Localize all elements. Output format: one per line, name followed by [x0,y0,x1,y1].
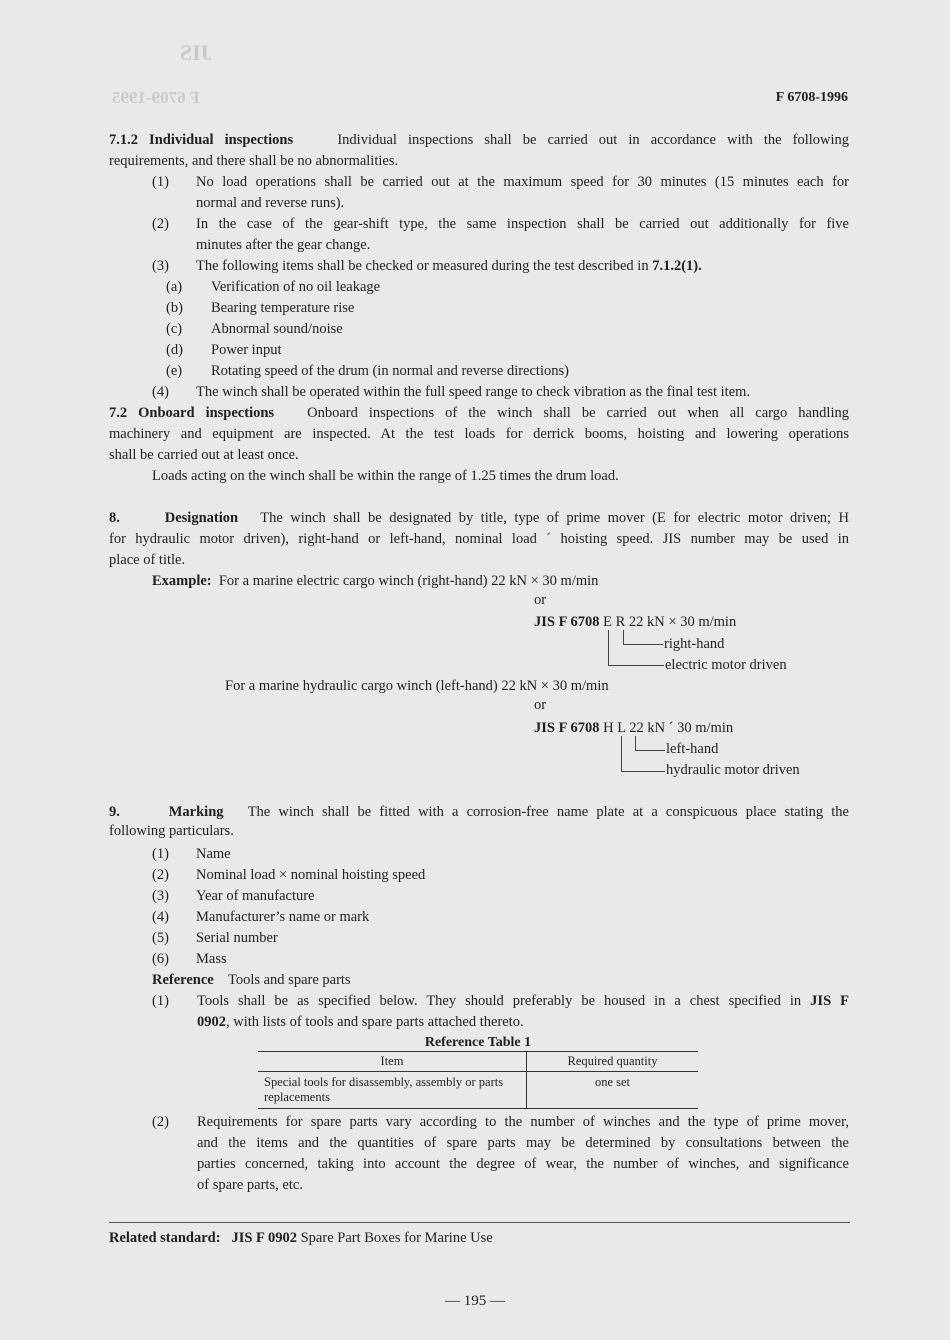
item-1-line1: No load operations shall be carried out at the maximum speed for 30 minutes (15 minutes each for [196,174,849,190]
section-7-2-line3: shall be carried out at least once. [109,447,299,463]
subitem-number: (b) [166,300,183,316]
item-number: (3) [152,258,169,274]
section-9-title: 9. Marking [109,804,224,820]
or-1: or [534,592,547,608]
marking-text: Name [196,846,231,862]
reference-subtitle: Tools and spare parts [227,972,351,988]
cell-item: Special tools for disassembly, assembly or parts replacements [258,1072,527,1109]
example-label: Example: [152,573,212,589]
section-7-1-2-line1 [109,130,849,151]
col-item-header: Item [258,1052,527,1072]
subitem-number: (c) [166,321,183,337]
subitem-number: (a) [166,279,183,295]
section-7-1-2-title: 7.1.2 Individual inspections [109,132,294,148]
marking-number: (5) [152,930,169,946]
marking-number: (2) [152,867,169,883]
code-1-rest: E R 22 kN × 30 m/min [603,614,737,630]
subitem-text: Verification of no oil leakage [211,279,381,295]
reference-1-line1 [197,991,849,1012]
reference-table-title: Reference Table 1 [424,1035,532,1050]
code-2-rest: H L 22 kN ´ 30 m/min [603,720,734,736]
related-standard-title: Spare Part Boxes for Marine Use [300,1230,493,1246]
reference-1-ref: JIS F [810,993,849,1009]
code-1-std: JIS F 6708 [534,614,600,630]
bracket-hydraulic-v [621,736,622,771]
item-1-line2: normal and reverse runs). [196,195,345,211]
marking-number: (4) [152,909,169,925]
bracket-electric-h [608,665,664,666]
section-7-1-2-text: Individual inspections shall be carried out in accordance with the [337,132,782,148]
bracket-hydraulic-h [621,771,665,772]
bleed-through-jis: JIS [180,40,212,65]
item-3-ref: 7.1.2(1). [652,258,702,274]
reference-title: Reference [152,972,214,988]
example-2-text: For a marine hydraulic cargo winch (left-hand) 22 kN × 30 m/min [225,678,609,694]
bracket-left-v [635,736,636,750]
col-qty-header: Required quantity [527,1052,699,1072]
section-8-line2: for hydraulic motor driven), right-hand or left-hand, nominal load ´ hoisting speed. JIS number may be used in [109,531,849,547]
bracket-right-h [623,644,663,645]
item-4-text: The winch shall be operated within the full speed range to check vibration as the final test item. [196,384,751,400]
marking-text: Mass [196,951,227,967]
section-9-line2: following particulars. [109,823,234,839]
reference-item-number: (1) [152,993,169,1009]
related-standard-label: Related standard: [109,1230,221,1246]
page-number: — 195 — [445,1293,505,1309]
reference-item-number: (2) [152,1114,169,1130]
table-row [258,1072,698,1109]
marking-number: (1) [152,846,169,862]
section-7-2-title: 7.2 Onboard inspections [109,405,275,421]
marking-number: (6) [152,951,169,967]
item-number: (2) [152,216,169,232]
subitem-text: Abnormal sound/noise [211,321,343,337]
item-2-line1: In the case of the gear-shift type, the same inspection shall be carried out additionally for five [196,216,849,232]
example-1-text: For a marine electric cargo winch (right-hand) 22 kN × 30 m/min [218,573,599,589]
code-1 [534,612,736,633]
reference-2-line2: and the items and the quantities of spare parts may be determined by consultations between the [197,1135,849,1151]
section-9-text: The winch shall be fitted with a corrosion-free name plate at a conspicuous place stating the [247,804,849,820]
reference-1-ref-cont: 0902 [197,1014,226,1030]
subitem-text: Bearing temperature rise [211,300,355,316]
marking-text: Nominal load × nominal hoisting speed [196,867,426,883]
reference-2-line4: of spare parts, etc. [197,1177,303,1193]
cell-qty: one set [527,1072,699,1109]
bracket-right-v [623,630,624,644]
reference-table [258,1051,698,1109]
label-hydraulic: hydraulic motor driven [666,762,800,778]
item-number: (1) [152,174,169,190]
code-2-std: JIS F 6708 [534,720,600,736]
marking-text: Year of manufacture [196,888,315,904]
reference-1-line2 [197,1012,524,1033]
code-2 [534,718,733,739]
item-3-text [196,256,702,277]
related-standard-ref: JIS F 0902 [231,1230,297,1246]
subitem-number: (e) [166,363,183,379]
item-2-line2: minutes after the gear change. [196,237,371,253]
section-7-2-line1 [109,403,849,424]
subitem-text: Rotating speed of the drum (in normal and reverse directions) [211,363,569,379]
section-7-1-2-line2: requirements, and there shall be no abnormalities. [109,153,399,169]
footer-divider [109,1222,850,1223]
section-7-1-2-text-end: following [792,132,849,148]
section-7-2-line4: Loads acting on the winch shall be within the range of 1.25 times the drum load. [152,468,619,484]
subitem-number: (d) [166,342,183,358]
item-number: (4) [152,384,169,400]
reference-1-body: Tools shall be as specified below. They should preferably be housed in a chest specified in [197,993,802,1009]
example-1 [152,571,598,592]
bleed-through-std-no: F 6709-1995 [112,88,200,107]
reference-heading [152,970,351,991]
section-9-line1 [109,802,849,823]
subitem-text: Power input [211,342,282,358]
or-2: or [534,697,547,713]
label-left-hand: left-hand [666,741,719,757]
reference-2-line3: parties concerned, taking into account the degree of wear, the number of winches, and significance [197,1156,849,1172]
table-header-row [258,1052,698,1072]
label-right-hand: right-hand [664,636,725,652]
related-standard [109,1228,493,1249]
marking-text: Serial number [196,930,278,946]
section-7-2-line2: machinery and equipment are inspected. At the test loads for derrick booms, hoisting and lowering operations [109,426,849,442]
reference-1-line2-text: , with lists of tools and spare parts attached thereto. [226,1014,524,1030]
section-8-line1 [109,508,849,529]
section-8-text: The winch shall be designated by title, type of prime mover (E for electric motor driven; H [260,510,849,526]
item-3-body: The following items shall be checked or measured during the test described in [196,258,649,274]
section-7-2-text: Onboard inspections of the winch shall be carried out when all cargo handling [307,405,849,421]
marking-text: Manufacturer’s name or mark [196,909,370,925]
section-8-title: 8. Designation [109,510,239,526]
label-electric: electric motor driven [665,657,787,673]
section-8-line3: place of title. [109,552,186,568]
bracket-left-h [635,750,665,751]
marking-number: (3) [152,888,169,904]
standard-number: F 6708-1996 [775,90,848,105]
reference-2-line1: Requirements for spare parts vary according to the number of winches and the type of prime mover, [197,1114,849,1130]
bracket-electric-v [608,630,609,665]
